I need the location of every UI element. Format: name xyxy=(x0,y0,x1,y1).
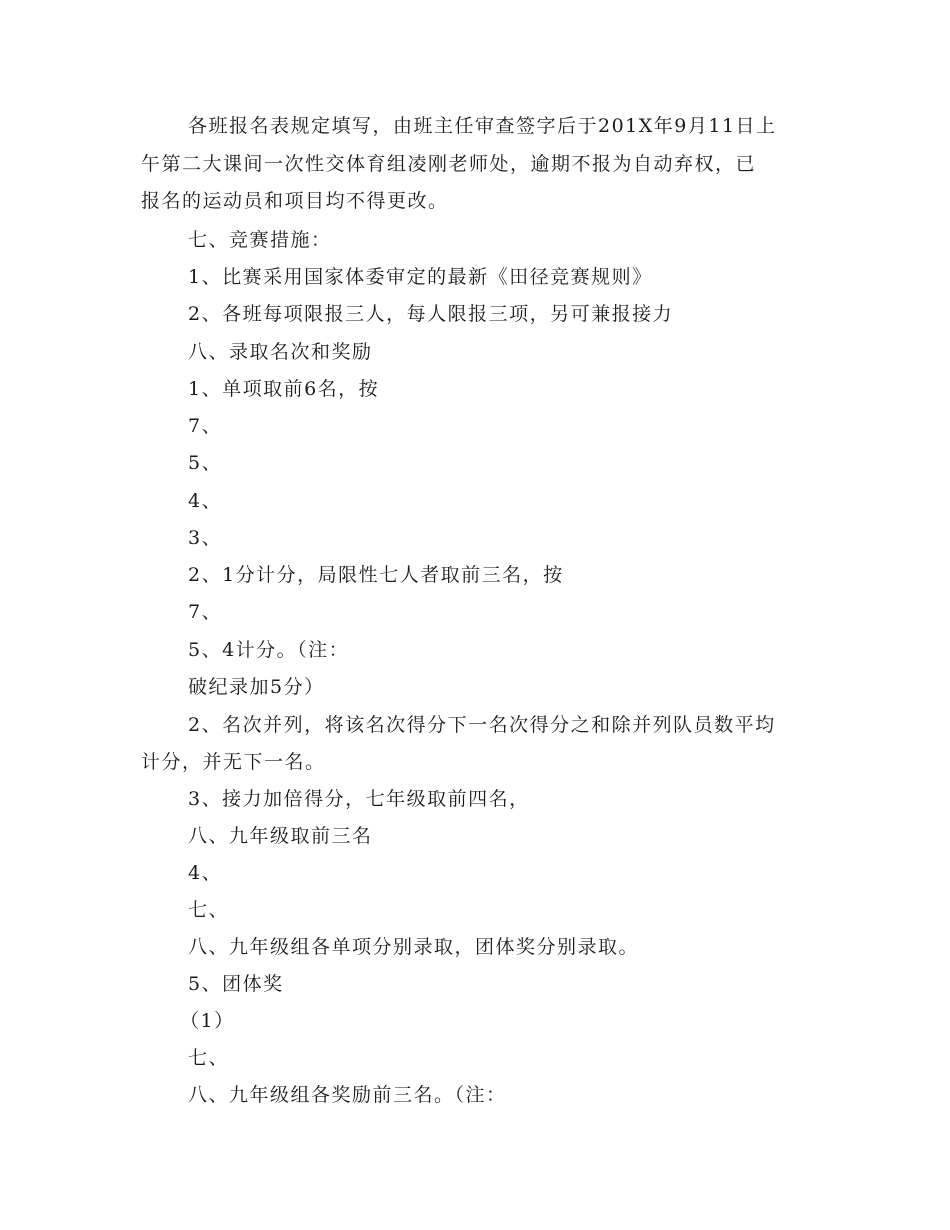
list-item: 7、 xyxy=(188,601,223,623)
list-item: 5、团体奖 xyxy=(188,973,284,995)
paragraph-line: 2、名次并列，将该名次得分下一名次得分之和除并列队员数平均 xyxy=(188,714,776,736)
list-item: 破纪录加5分） xyxy=(188,676,325,698)
list-item: 7、 xyxy=(188,415,223,437)
section-heading: 八、录取名次和奖励 xyxy=(188,341,373,363)
list-item: 八、九年级取前三名 xyxy=(188,825,373,847)
list-item: 3、 xyxy=(188,527,223,549)
list-item: 八、九年级组各奖励前三名。（注： xyxy=(188,1084,507,1106)
list-item: 2、各班每项限报三人，每人限报三项，另可兼报接力 xyxy=(188,303,674,325)
list-item: 1、单项取前6名，按 xyxy=(188,378,380,400)
paragraph-line: 午第二大课间一次性交体育组凌刚老师处，逾期不报为自动弃权，已 xyxy=(141,153,757,175)
list-item: 七、 xyxy=(188,899,230,921)
paragraph-line: 计分，并无下一名。 xyxy=(141,751,326,773)
paragraph-line: 各班报名表规定填写，由班主任审查签字后于201X年9月11日上 xyxy=(188,115,777,137)
list-item: 七、 xyxy=(188,1047,230,1069)
list-item: 1、比赛采用国家体委审定的最新《田径竞赛规则》 xyxy=(188,266,653,288)
list-item: 2、1分计分，局限性七人者取前三名，按 xyxy=(188,564,564,586)
list-item: 4、 xyxy=(188,862,223,884)
list-item: 5、 xyxy=(188,452,223,474)
list-item: 3、接力加倍得分，七年级取前四名， xyxy=(188,788,530,810)
section-heading: 七、竞赛措施： xyxy=(188,229,332,251)
list-item: 八、九年级组各单项分别录取，团体奖分别录取。 xyxy=(188,936,640,958)
list-item: （1） xyxy=(180,1010,235,1032)
list-item: 5、4计分。（注： xyxy=(188,639,350,661)
list-item: 4、 xyxy=(188,490,223,512)
paragraph-line: 报名的运动员和项目均不得更改。 xyxy=(141,190,449,212)
